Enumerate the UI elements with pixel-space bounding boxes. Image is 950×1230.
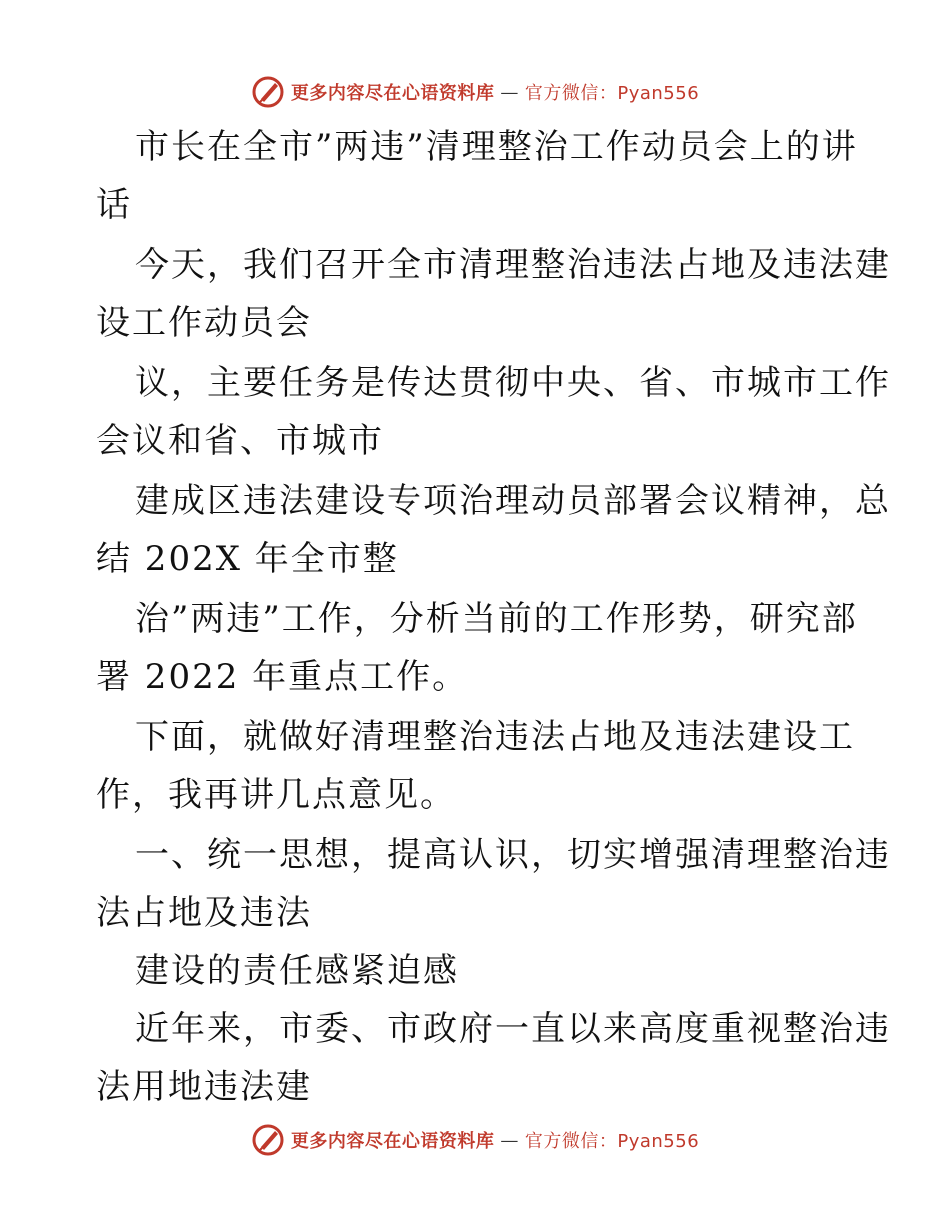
doc-line: 结 202X 年全市整 [96, 539, 399, 579]
doc-line: 下面，就做好清理整治违法占地及违法建设工 [135, 717, 855, 757]
doc-heading-line: 一、统一思想，提高认识，切实增强清理整治违 [135, 835, 891, 875]
quill-logo-icon [251, 75, 285, 109]
doc-heading-line: 建设的责任感紧迫感 [135, 951, 459, 991]
watermark-separator: — [500, 1129, 519, 1151]
doc-line: 法用地违法建 [96, 1067, 312, 1107]
doc-title-line-1: 市长在全市”两违”清理整治工作动员会上的讲 [135, 127, 858, 167]
doc-line: 设工作动员会 [96, 303, 312, 343]
quill-logo-icon [251, 1123, 285, 1157]
watermark-brand: 更多内容尽在心语资料库 [290, 1131, 495, 1152]
doc-line: 近年来，市委、市政府一直以来高度重视整治违 [135, 1009, 891, 1049]
watermark-brand: 更多内容尽在心语资料库 [290, 83, 495, 104]
doc-line: 署 2022 年重点工作。 [96, 657, 469, 697]
doc-title-line-2: 话 [96, 185, 132, 225]
doc-line: 会议和省、市城市 [96, 421, 384, 461]
watermark-contact: 官方微信：Pyan556 [524, 83, 700, 104]
doc-heading-line: 法占地及违法 [96, 893, 312, 933]
doc-line: 建成区违法建设专项治理动员部署会议精神，总 [135, 481, 891, 521]
footer-watermark [0, 1120, 950, 1160]
doc-line: 作，我再讲几点意见。 [96, 775, 456, 815]
doc-line: 议，主要任务是传达贯彻中央、省、市城市工作 [135, 363, 891, 403]
watermark-separator: — [500, 81, 519, 103]
doc-line: 治”两违”工作，分析当前的工作形势，研究部 [135, 599, 858, 639]
header-watermark [0, 72, 950, 112]
doc-line: 今天，我们召开全市清理整治违法占地及违法建 [135, 245, 891, 285]
watermark-contact: 官方微信：Pyan556 [524, 1131, 700, 1152]
